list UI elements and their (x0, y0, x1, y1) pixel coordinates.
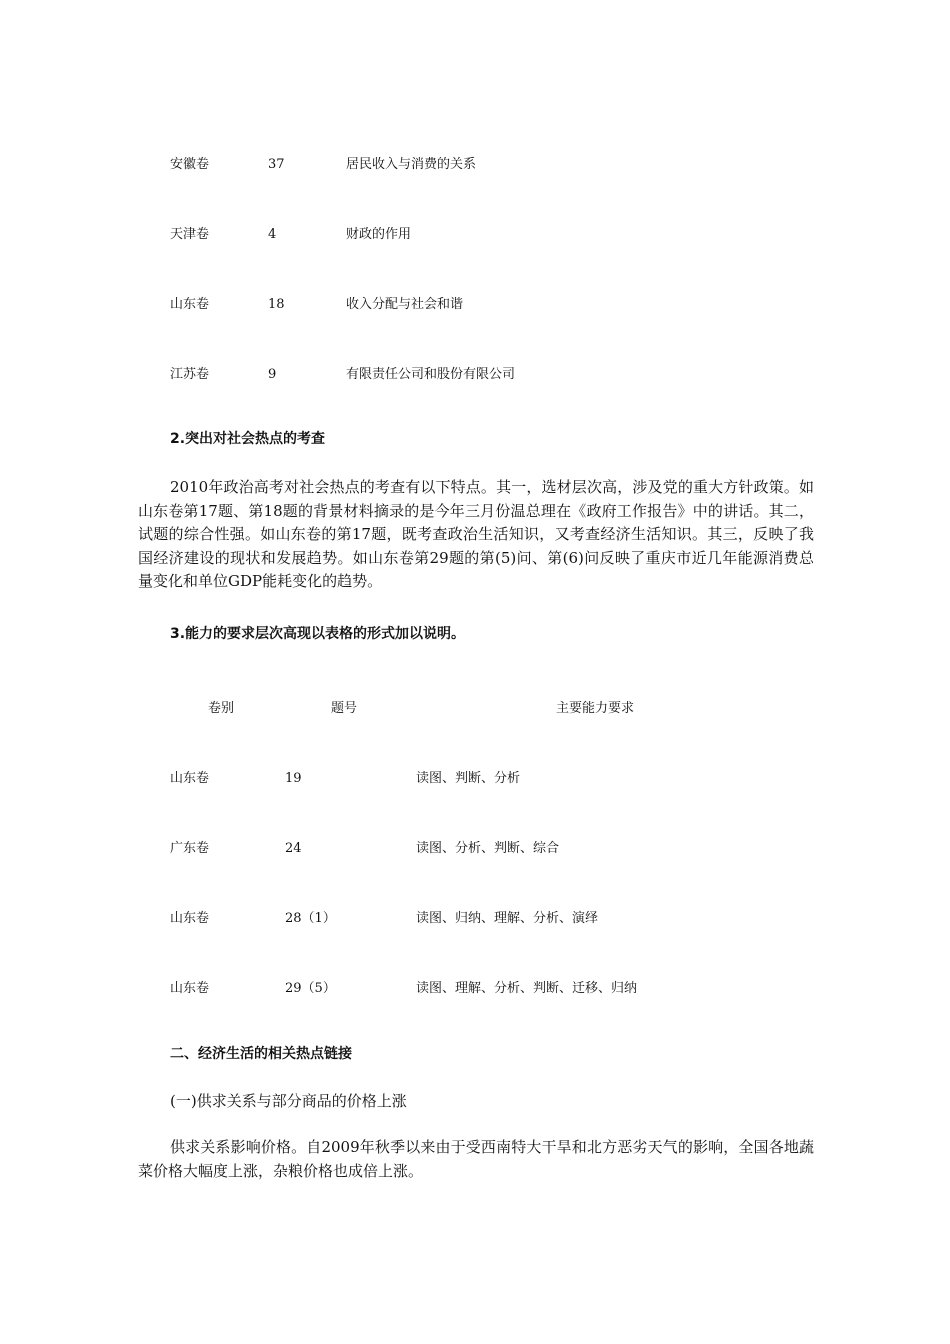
ability-cell: 读图、判断、分析 (416, 771, 521, 786)
table-row (0, 769, 950, 789)
topic-cell: 财政的作用 (346, 227, 412, 242)
topic-cell: 居民收入与消费的关系 (346, 157, 477, 172)
ability-cell: 读图、归纳、理解、分析、演绎 (416, 911, 599, 926)
table-row (0, 155, 950, 175)
number-cell: 19 (285, 771, 302, 786)
topic-cell: 收入分配与社会和谐 (346, 297, 464, 312)
number-cell: 28（1） (285, 911, 336, 926)
header-number: 题号 (331, 701, 358, 716)
table-row (0, 365, 950, 385)
paper-cell: 山东卷 (170, 911, 210, 926)
number-cell: 4 (268, 227, 277, 242)
section-heading: 3.能力的要求层次高现以表格的形式加以说明。 (170, 626, 466, 642)
table-row (0, 839, 950, 859)
ability-cell: 读图、理解、分析、判断、迁移、归纳 (416, 981, 638, 996)
section-paragraph: 2010年政治高考对社会热点的考查有以下特点。其一，选材层次高，涉及党的重大方针政策。如山东卷第17题、第18题的背景材料摘录的是今年三月份温总理在《政府工作报告》中的讲话。其二，试题的综合性强。如山东卷的第17题，既考查政治生活知识，又考查经济生活知识。其三，反映了我国经济建设的现状和发展趋势。如山东卷第29题的第(5)问、第(6)问反映了重庆市近几年能源消费总量变化和单位GDP能耗变化的趋势。 (138, 478, 814, 590)
number-cell: 29（5） (285, 981, 336, 996)
topic-cell: 有限责任公司和股份有限公司 (346, 367, 516, 382)
sub-heading: (一)供求关系与部分商品的价格上涨 (170, 1092, 407, 1110)
paper-cell: 山东卷 (170, 981, 210, 996)
number-cell: 18 (268, 297, 285, 312)
ability-cell: 读图、分析、判断、综合 (416, 841, 560, 856)
paper-cell: 广东卷 (170, 841, 210, 856)
table-row (0, 979, 950, 999)
paper-cell: 山东卷 (170, 771, 210, 786)
number-cell: 9 (268, 367, 277, 382)
header-ability: 主要能力要求 (556, 701, 635, 716)
paper-cell: 天津卷 (170, 227, 210, 242)
number-cell: 37 (268, 157, 285, 172)
paper-cell: 江苏卷 (170, 367, 210, 382)
table-row (0, 225, 950, 245)
header-paper: 卷别 (208, 701, 235, 716)
paper-cell: 安徽卷 (170, 157, 210, 172)
paper-cell: 山东卷 (170, 297, 210, 312)
part-paragraph: 供求关系影响价格。自2009年秋季以来由于受西南特大干旱和北方恶劣天气的影响，全国各地蔬菜价格大幅度上涨，杂粮价格也成倍上涨。 (138, 1138, 814, 1180)
table-header-row (0, 699, 950, 719)
number-cell: 24 (285, 841, 302, 856)
table-row (0, 909, 950, 929)
part-heading: 二、经济生活的相关热点链接 (170, 1046, 352, 1062)
section-heading: 2.突出对社会热点的考查 (170, 431, 326, 447)
table-row (0, 295, 950, 315)
